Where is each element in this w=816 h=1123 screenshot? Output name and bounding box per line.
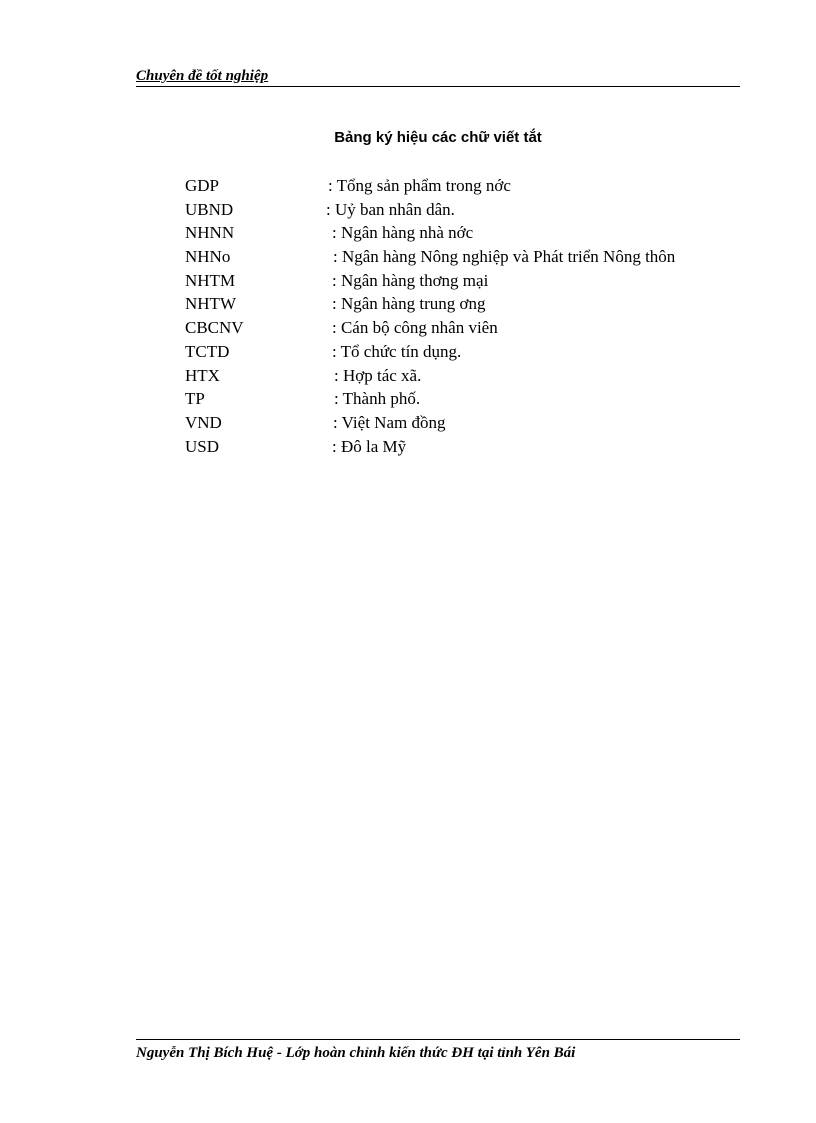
- abbreviation-meaning: : Ngân hàng trung ơng: [332, 294, 486, 314]
- abbreviation-meaning: : Tổng sản phẩm trong nớc: [328, 176, 511, 195]
- abbreviation-row: [185, 411, 745, 435]
- abbreviation-meaning: : Tổ chức tín dụng.: [332, 341, 462, 361]
- abbreviation: NHNN: [185, 223, 235, 243]
- abbreviation: NHNo: [185, 247, 231, 267]
- abbreviation-row: [185, 316, 745, 340]
- abbreviation-row: [185, 245, 745, 269]
- abbreviation-list: [185, 174, 745, 458]
- abbreviation: NHTM: [185, 270, 236, 290]
- abbreviation: GDP: [185, 176, 220, 195]
- abbreviation-meaning: : Ngân hàng Nông nghiệp và Phát triển Nông thôn: [333, 247, 676, 267]
- page-title: Bảng ký hiệu các chữ viết tắt: [334, 129, 542, 146]
- abbreviation-meaning: : Thành phố.: [334, 389, 421, 409]
- abbreviation-row: [185, 435, 745, 459]
- abbreviation-row: [185, 269, 745, 293]
- abbreviation-row: [185, 292, 745, 316]
- page-footer: [136, 1039, 740, 1062]
- abbreviation-row: [185, 198, 745, 222]
- abbreviation-row: [185, 174, 745, 198]
- abbreviation-row: [185, 387, 745, 411]
- abbreviation-meaning: : Cán bộ công nhân viên: [332, 318, 498, 338]
- abbreviation: UBND: [185, 199, 234, 219]
- abbreviation-meaning: : Hợp tác xã.: [334, 365, 422, 385]
- abbreviation-row: [185, 364, 745, 388]
- header-text: Chuyên đề tốt nghiệp: [136, 68, 269, 84]
- abbreviation-meaning: : Ngân hàng nhà nớc: [332, 223, 474, 243]
- abbreviation: TCTD: [185, 341, 230, 361]
- abbreviation: USD: [185, 436, 220, 456]
- abbreviation-meaning: : Ngân hàng thơng mại: [332, 270, 489, 290]
- abbreviation-row: [185, 221, 745, 245]
- abbreviation: VND: [185, 412, 222, 432]
- abbreviation: HTX: [185, 365, 220, 385]
- abbreviation-row: [185, 340, 745, 364]
- footer-text: Nguyễn Thị Bích Huệ - Lớp hoàn chỉnh kiến thức ĐH tại tỉnh Yên Bái: [136, 1045, 576, 1061]
- abbreviation-meaning: : Uỷ ban nhân dân.: [326, 199, 455, 219]
- abbreviation: CBCNV: [185, 318, 244, 338]
- page-header: [136, 68, 740, 87]
- abbreviation: TP: [185, 389, 205, 409]
- abbreviation-meaning: : Việt Nam đồng: [333, 412, 446, 432]
- abbreviation-meaning: : Đô la Mỹ: [332, 436, 407, 456]
- abbreviation: NHTW: [185, 294, 236, 314]
